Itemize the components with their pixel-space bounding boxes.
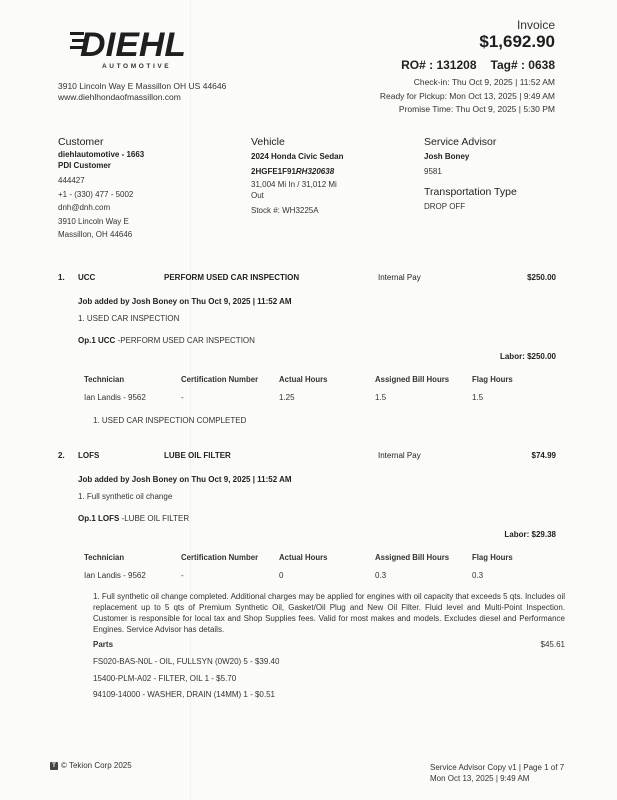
job-pay-type: Internal Pay — [378, 451, 421, 460]
cell-assigned-bill-hours: 1.5 — [375, 393, 387, 402]
advisor-number: 9581 — [424, 167, 442, 176]
customer-street: 3910 Lincoln Way E — [58, 216, 129, 226]
vin-suffix: RH320638 — [295, 167, 335, 176]
labor-total: Labor: $250.00 — [499, 352, 556, 361]
cell-technician: Ian Landis - 9562 — [84, 571, 146, 580]
cell-technician: Ian Landis - 9562 — [84, 393, 146, 402]
job-added-by: Job added by Josh Boney on Thu Oct 9, 2025 | 11:52 AM — [78, 475, 292, 484]
cell-certification: - — [181, 571, 184, 580]
ready-for-pickup-date: Ready for Pickup: Mon Oct 13, 2025 | 9:49 AM — [379, 90, 555, 101]
customer-name: diehlautomotive - 1663 — [58, 150, 145, 159]
customer-email: dnh@dnh.com — [58, 203, 111, 212]
col-assigned-bill-hours: Assigned Bill Hours — [375, 375, 450, 384]
vehicle-mileage: 31,004 Mi In / 31,012 Mi Out — [251, 180, 337, 200]
advisor-name: Josh Boney — [424, 152, 470, 161]
logo-text: DIEHL — [80, 26, 186, 60]
job-concern: 1. Full synthetic oil change — [78, 492, 173, 501]
vehicle-section — [251, 136, 361, 216]
job-code: UCC — [78, 273, 96, 282]
check-in-date: Check-in: Thu Oct 9, 2025 | 11:52 AM — [413, 77, 555, 87]
job-pay-type: Internal Pay — [378, 273, 421, 282]
cell-certification: - — [181, 393, 184, 402]
op-code: Op.1 LOFS — [78, 514, 120, 523]
job-number: 2. — [58, 451, 65, 460]
col-actual-hours: Actual Hours — [279, 375, 328, 384]
job-concern: 1. USED CAR INSPECTION — [78, 314, 180, 323]
op-text: -LUBE OIL FILTER — [119, 514, 190, 523]
job-operation — [78, 336, 255, 345]
service-advisor-section — [424, 136, 574, 213]
customer-city: Massillon, OH 44646 — [58, 230, 133, 239]
dates-block — [380, 76, 555, 117]
part-line: 15400-PLM-A02 - FILTER, OIL 1 - $5.70 — [93, 674, 237, 683]
logo-subtext: AUTOMOTIVE — [102, 63, 172, 70]
footer-left — [50, 761, 132, 770]
diehl-logo-mark — [70, 26, 190, 60]
copy-page-info: Service Advisor Copy v1 | Page 1 of 7 — [430, 763, 565, 772]
col-technician: Technician — [84, 553, 125, 562]
job-operation — [78, 514, 189, 523]
customer-heading: Customer — [58, 136, 104, 148]
job-amount: $74.99 — [531, 451, 556, 460]
ro-number: RO# : 131208 — [401, 58, 477, 72]
dealer-address: 3910 Lincoln Way E Massillon OH US 44646 — [58, 81, 227, 91]
part-line: 94109-14000 - WASHER, DRAIN (14MM) 1 - $0.51 — [93, 690, 275, 699]
dealer-website: www.diehlhondaofmassillon.com — [58, 92, 181, 102]
cell-assigned-bill-hours: 0.3 — [375, 571, 387, 580]
job-amount: $250.00 — [527, 273, 556, 282]
parts-total: $45.61 — [540, 640, 565, 649]
col-certification: Certification Number — [181, 375, 259, 384]
vehicle-stock: Stock #: WH3225A — [251, 206, 319, 215]
vehicle-vin — [251, 165, 361, 178]
col-technician: Technician — [84, 375, 125, 384]
job-code: LOFS — [78, 451, 100, 460]
cell-flag-hours: 1.5 — [472, 393, 484, 402]
col-flag-hours: Flag Hours — [472, 553, 513, 562]
vin-prefix: 2HGFE1F91 — [251, 167, 296, 176]
customer-section — [58, 136, 178, 242]
dealer-address-block — [58, 81, 226, 103]
cell-actual-hours: 1.25 — [279, 393, 295, 402]
col-flag-hours: Flag Hours — [472, 375, 513, 384]
cell-actual-hours: 0 — [279, 571, 284, 580]
advisor-heading: Service Advisor — [424, 136, 497, 148]
footer-right — [430, 762, 564, 784]
job-story: 1. Full synthetic oil change completed. Additional charges may be applied for engines with oil capacity that exceeds 5 qts. Includes oil replacement up to 5 qts of Premium Synthetic Oil, Gasket/Oil Plug and New Oil Filter. Fluid level and Multi-Point Inspection. Customer is responsible for local tax and Shop Supplies fees. Valid for most makes and models. Excludes diesel and Performance Engines. Service Advisor has details. — [93, 592, 565, 634]
customer-id: 444427 — [58, 176, 85, 185]
tekion-logo-icon: T — [50, 762, 58, 770]
col-certification: Certification Number — [181, 553, 259, 562]
job-added-by: Job added by Josh Boney on Thu Oct 9, 2025 | 11:52 AM — [78, 297, 292, 306]
invoice-total: $1,692.90 — [479, 32, 555, 51]
op-text: -PERFORM USED CAR INSPECTION — [115, 336, 255, 345]
copyright: © Tekion Corp 2025 — [61, 761, 132, 770]
parts-heading: Parts — [93, 640, 114, 649]
tag-number: Tag# : 0638 — [490, 58, 555, 72]
job-description: PERFORM USED CAR INSPECTION — [164, 273, 300, 282]
transport-heading: Transportation Type — [424, 186, 517, 198]
transport-value: DROP OFF — [424, 202, 466, 211]
printed-date: Mon Oct 13, 2025 | 9:49 AM — [430, 774, 530, 783]
vehicle-model: 2024 Honda Civic Sedan — [251, 152, 344, 161]
vehicle-heading: Vehicle — [251, 136, 285, 148]
job-number: 1. — [58, 273, 65, 282]
customer-phone: +1 - (330) 477 - 5002 — [58, 189, 134, 199]
promise-time: Promise Time: Thu Oct 9, 2025 | 5:30 PM — [398, 104, 555, 114]
ro-tag-line — [401, 58, 555, 72]
job-description: LUBE OIL FILTER — [164, 451, 231, 460]
col-assigned-bill-hours: Assigned Bill Hours — [375, 553, 450, 562]
job-story: 1. USED CAR INSPECTION COMPLETED — [93, 416, 247, 425]
op-code: Op.1 UCC — [78, 336, 116, 345]
document-title: Invoice — [516, 18, 555, 32]
customer-type: PDI Customer — [58, 160, 111, 170]
cell-flag-hours: 0.3 — [472, 571, 484, 580]
col-actual-hours: Actual Hours — [279, 553, 328, 562]
part-line: FS020-BAS-N0L - OIL, FULLSYN (0W20) 5 - $39.40 — [93, 657, 280, 666]
labor-total: Labor: $29.38 — [504, 530, 556, 539]
